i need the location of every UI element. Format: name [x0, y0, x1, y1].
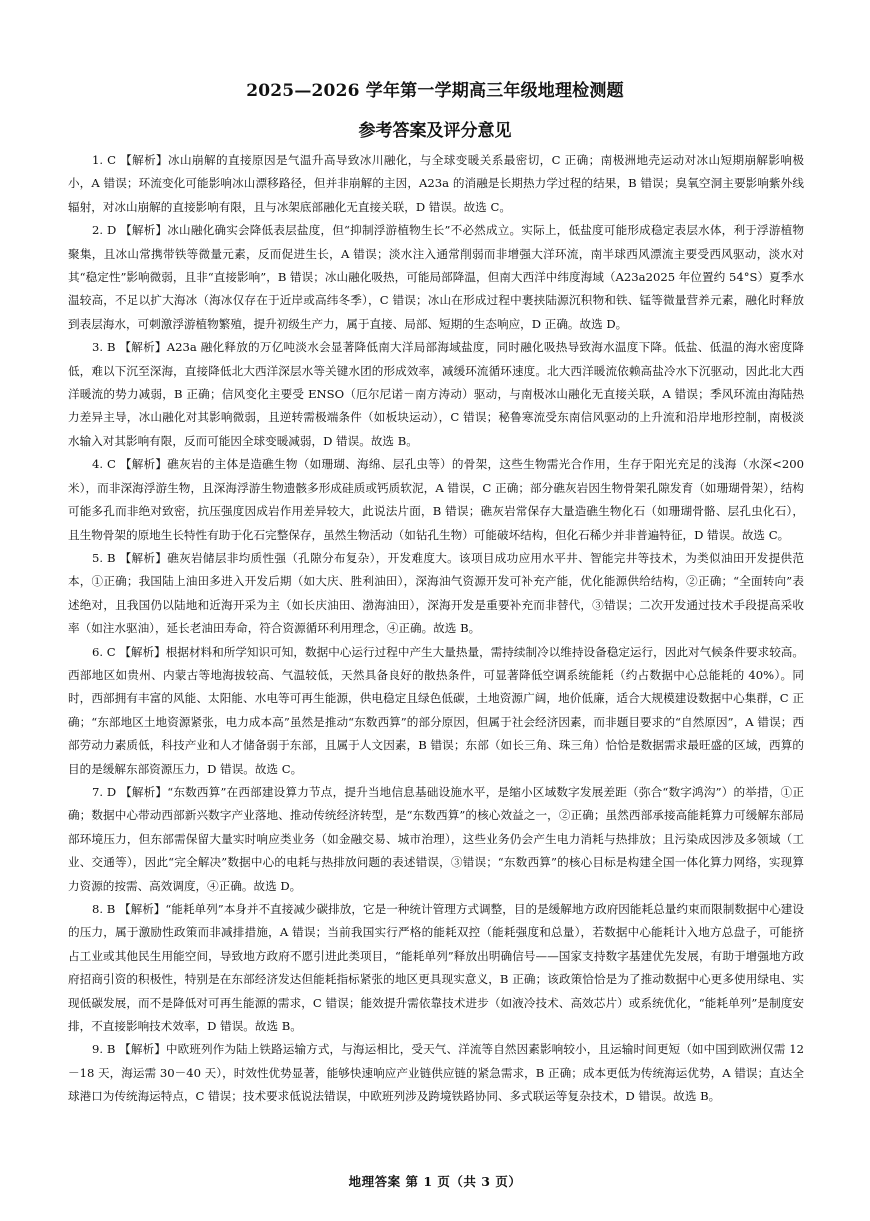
- answer-item-7: 7. D 【解析】“东数西算”在西部建设算力节点，提升当地信息基础设施水平，是缩小区域数字发展差距（弥合“数字鸿沟”）的举措，①正确；数据中心带动西部新兴数字产业落地、推动传统经济转型，是“东数西算”的核心效益之一，②正确；虽然西部承接高能耗算力可缓解东部局部环境压力，但东部需保留大量实时响应类业务（如金融交易、城市治理），这些业务仍会产生电力消耗与热排放；且污染成因涉及多领域（工业、交通等），因此“完全解决”数据中心的电耗与热排放问题的表述错误，③错误；“东数西算”的核心目标是构建全国一体化算力网络，实现算力资源的按需、高效调度，④正确。故选 D。: [68, 784, 804, 893]
- answer-item-2: 2. D 【解析】冰山融化确实会降低表层盐度，但“抑制浮游植物生长”不必然成立。实际上，低盐度可能形成稳定表层水体，利于浮游植物聚集，且冰山常携带铁等微量元素，反而促进生长，A 错误；淡水注入通常削弱而非增强大洋环流，南半球西风漂流主要受西风驱动，淡水对其“稳定性”影响微弱，且非“直接影响”，B 错误；冰山融化吸热，可能局部降温，但南大西洋中纬度海域（A23a2025 年位置约 54°S）夏季水温较高，不足以扩大海冰（海冰仅存在于近岸或高纬冬季），C 错误；冰山在形成过程中裹挟陆源沉积物和铁、锰等微量营养元素，融化时释放到表层海水，可刺激浮游植物繁殖，提升初级生产力，属于直接、局部、短期的生态响应，D 正确。故选 D。: [68, 223, 804, 331]
- answer-item-8: 8. B 【解析】“能耗单列”本身并不直接减少碳排放，它是一种统计管理方式调整，目的是缓解地方政府因能耗总量约束而限制数据中心建设的压力，属于激励性政策而非减排措施，A 错误；当前我国实行严格的能耗双控（能耗强度和总量），若数据中心能耗计入地方总盘子，可能挤占工业或其他民生用能空间，导致地方政府不愿引进此类项目，“能耗单列”释放出明确信号——国家支持数字基建优先发展，有助于增强地方政府招商引资的积极性，特别是在东部经济发达但能耗指标紧张的地区更具现实意义，B 正确；该政策恰恰是为了推动数据中心更多使用绿电、实现低碳发展，而不是降低对可再生能源的需求，C 错误；能效提升需依靠技术进步（如液冷技术、高效芯片）或系统优化，“能耗单列”是制度安排，不直接影响技术效率，D 错误。故选 B。: [68, 902, 804, 1034]
- page-footer: 地理答案 第 1 页（共 3 页）: [348, 1174, 522, 1189]
- answer-item-3: 3. B 【解析】A23a 融化释放的万亿吨淡水会显著降低南大洋局部海域盐度，同时融化吸热导致海水温度下降。低盐、低温的海水密度降低，难以下沉至深海，直接降低北大西洋深层水等关键水团的形成效率，减缓环流循环速度。北大西洋暖流依赖高盐冷水下沉驱动，因此北大西洋暖流的势力减弱，B 正确；信风变化主要受 ENSO（厄尔尼诺－南方涛动）驱动，与南极冰山融化无直接关联，A 错误；季风环流由海陆热力差异主导，冰山融化对其影响微弱，且逆转需极端条件（如板块运动），C 错误；秘鲁寒流受东南信风驱动的上升流和沿岸地形控制，南极淡水输入对其影响有限，反而可能因全球变暖减弱，D 错误。故选 B。: [68, 340, 804, 448]
- answer-item-4: 4. C 【解析】礁灰岩的主体是造礁生物（如珊瑚、海绵、层孔虫等）的骨架，这些生物需光合作用，生存于阳光充足的浅海（水深<200 米），而非深海浮游生物，且深海浮游生物遗骸多形成硅质或钙质软泥，A 错误，C 正确；部分礁灰岩因生物骨架孔隙发育（如珊瑚骨架），结构可能多孔而非绝对致密，抗压强度因成岩作用差异较大，此说法片面，B 错误；礁灰岩常保存大量造礁生物化石（如珊瑚骨骼、层孔虫化石），且生物骨架的原地生长特性有助于化石完整保存，虽然生物活动（如钻孔生物）可能破坏结构，但化石稀少并非普遍特征，D 错误。故选 C。: [68, 457, 804, 542]
- answer-item-6: 6. C 【解析】根据材料和所学知识可知，数据中心运行过程中产生大量热量，需持续制冷以维持设备稳定运行，因此对气候条件要求较高。西部地区如贵州、内蒙古等地海拔较高、气温较低，天然具备良好的散热条件，可显著降低空调系统能耗（约占数据中心总能耗的 40%）。同时，西部拥有丰富的风能、太阳能、水电等可再生能源，供电稳定且绿色低碳，土地资源广阔，地价低廉，适合大规模建设数据中心集群，C 正确；“东部地区土地资源紧张，电力成本高”虽然是推动“东数西算”的部分原因，但属于社会经济因素，而非题目要求的“自然原因”，A 错误；西部劳动力素质低，科技产业和人才储备弱于东部，且属于人文因素，B 错误；东部（如长三角、珠三角）恰恰是数据需求最旺盛的区域，西算的目的是缓解东部资源压力，D 错误。故选 C。: [68, 644, 804, 776]
- answer-item-5: 5. B 【解析】礁灰岩储层非均质性强（孔隙分布复杂），开发难度大。该项目成功应用水平井、智能完井等技术，为类似油田开发提供范本，①正确；我国陆上油田多进入开发后期（如大庆、胜利油田），深海油气资源开发可补充产能，优化能源供给结构，②正确；“全面转向”表述绝对，且我国仍以陆地和近海开采为主（如长庆油田、渤海油田），深海开发是重要补充而非替代，③错误；二次开发通过技术手段提高采收率（如注水驱油），延长老油田寿命，符合资源循环利用理念，④正确。故选 B。: [68, 550, 804, 636]
- answer-item-1: 1. C 【解析】冰山崩解的直接原因是气温升高导致冰川融化，与全球变暖关系最密切，C 正确；南极洲地壳运动对冰山短期崩解影响极小，A 错误；环流变化可能影响冰山漂移路径，但并非崩解的主因，A23a 的消融是长期热力学过程的结果，B 错误；臭氧空洞主要影响紫外线辐射，对冰山崩解的直接影响有限，且与冰架底部融化无直接关联，D 错误。故选 C。: [68, 153, 804, 214]
- page-subtitle: 参考答案及评分意见: [358, 121, 512, 141]
- page-title: 2025—2026 学年第一学期高三年级地理检测题: [246, 81, 624, 101]
- answer-list: [68, 149, 804, 1109]
- answer-item-9: 9. B 【解析】中欧班列作为陆上铁路运输方式，与海运相比，受天气、洋流等自然因素影响较小，且运输时间更短（如中国到欧洲仅需 12－18 天，海运需 30－40 天），时效性优势显著，能够快速响应产业链供应链的紧急需求，B 正确；成本更低为传统海运优势，A 错误；直达全球港口为传统海运特点，C 错误；技术要求低说法错误，中欧班列涉及跨境铁路协同、多式联运等复杂技术，D 错误。故选 B。: [68, 1042, 804, 1104]
